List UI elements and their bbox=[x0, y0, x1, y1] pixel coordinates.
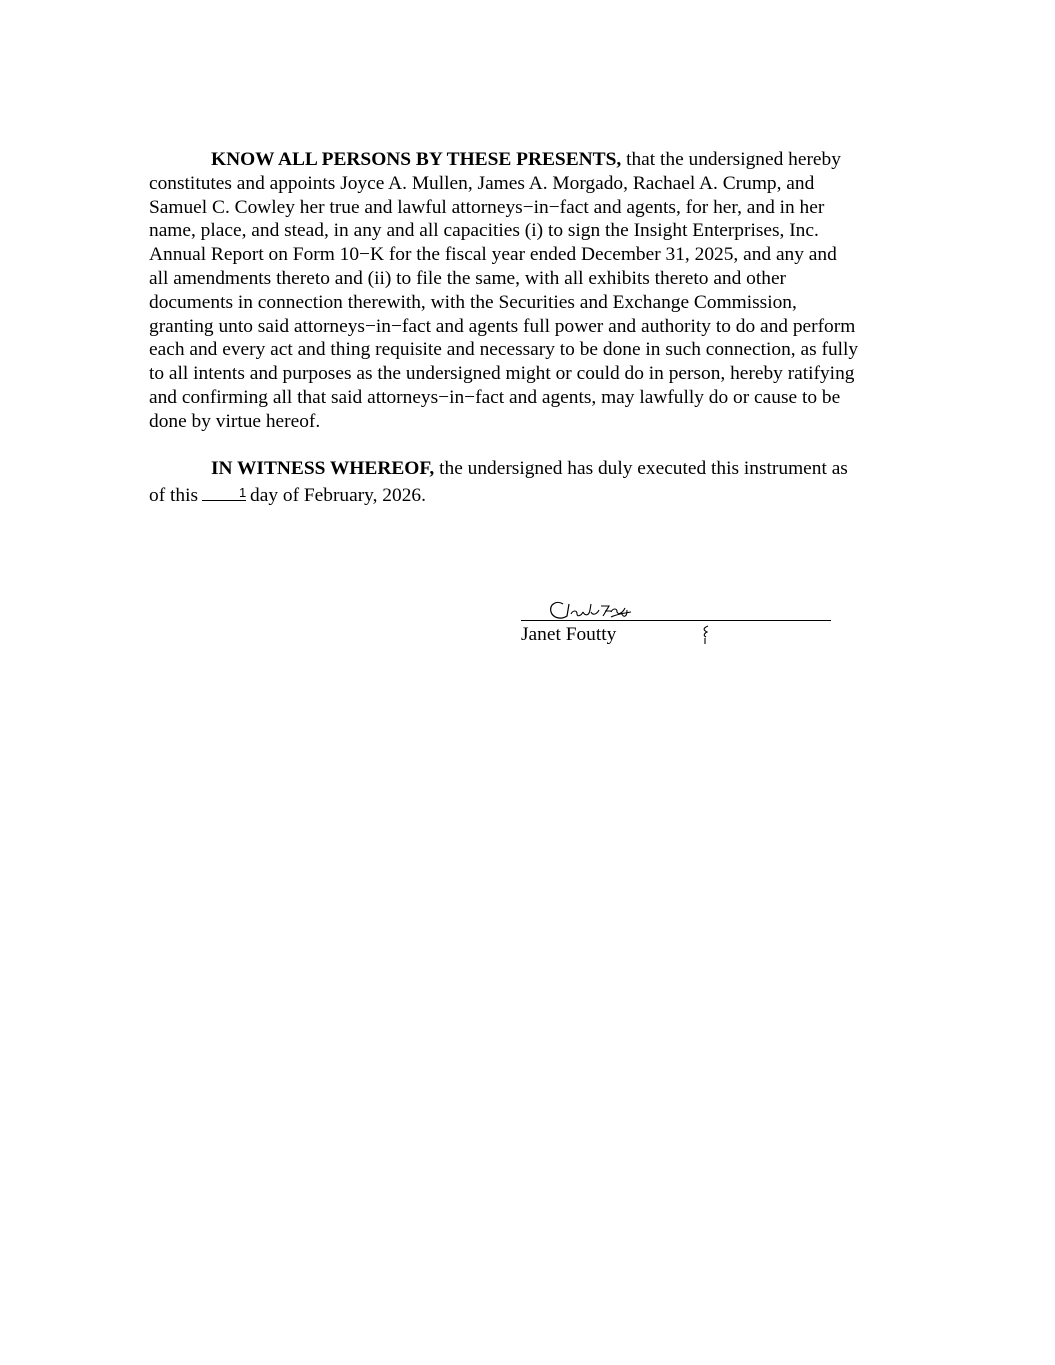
witness-date-line bbox=[149, 481, 911, 508]
paragraph-line: done by virtue hereof. bbox=[149, 410, 321, 432]
witness-text: the undersigned has duly executed this instrument as bbox=[434, 458, 848, 479]
paragraph-line: to all intents and purposes as the undersigned might or could do in person, hereby ratifying bbox=[149, 363, 855, 385]
signature-line bbox=[521, 620, 831, 621]
paragraph-text: that the undersigned hereby bbox=[621, 149, 841, 170]
witness-paragraph bbox=[149, 457, 911, 508]
paragraph-line: constitutes and appoints Joyce A. Mullen, James A. Morgado, Rachael A. Crump, and bbox=[149, 172, 815, 194]
paragraph-line: all amendments thereto and (ii) to file the same, with all exhibits thereto and other bbox=[149, 267, 787, 289]
signature-mark bbox=[701, 624, 711, 646]
signer-name: Janet Foutty bbox=[521, 624, 617, 645]
power-of-attorney-paragraph bbox=[149, 148, 911, 434]
witness-first-line bbox=[149, 457, 911, 481]
paragraph-line: and confirming all that said attorneys−in−fact and agents, may lawfully do or cause to be bbox=[149, 386, 841, 408]
paragraph-line: name, place, and stead, in any and all capacities (i) to sign the Insight Enterprises, Inc. bbox=[149, 220, 819, 242]
paragraph-line: Samuel C. Cowley her true and lawful attorneys−in−fact and agents, for her, and in her bbox=[149, 196, 825, 218]
paragraph-line: each and every act and thing requisite and necessary to be done in such connection, as fully bbox=[149, 339, 859, 361]
paragraph-first-line bbox=[149, 148, 911, 172]
paragraph-line: granting unto said attorneys−in−fact and agents full power and authority to do and perform bbox=[149, 315, 856, 337]
date-prefix-text: of this bbox=[149, 484, 199, 506]
day-value: 1 bbox=[239, 484, 247, 500]
day-blank-field bbox=[202, 481, 246, 501]
date-suffix-text: day of February, 2026. bbox=[250, 484, 426, 506]
handwritten-signature bbox=[547, 598, 633, 622]
paragraph-line: documents in connection therewith, with the Securities and Exchange Commission, bbox=[149, 291, 797, 313]
in-witness-whereof-heading: IN WITNESS WHEREOF, bbox=[211, 458, 435, 479]
know-all-persons-heading: KNOW ALL PERSONS BY THESE PRESENTS, bbox=[211, 149, 622, 170]
signature-block bbox=[521, 596, 833, 656]
paragraph-line: Annual Report on Form 10−K for the fiscal year ended December 31, 2025, and any and bbox=[149, 244, 837, 266]
